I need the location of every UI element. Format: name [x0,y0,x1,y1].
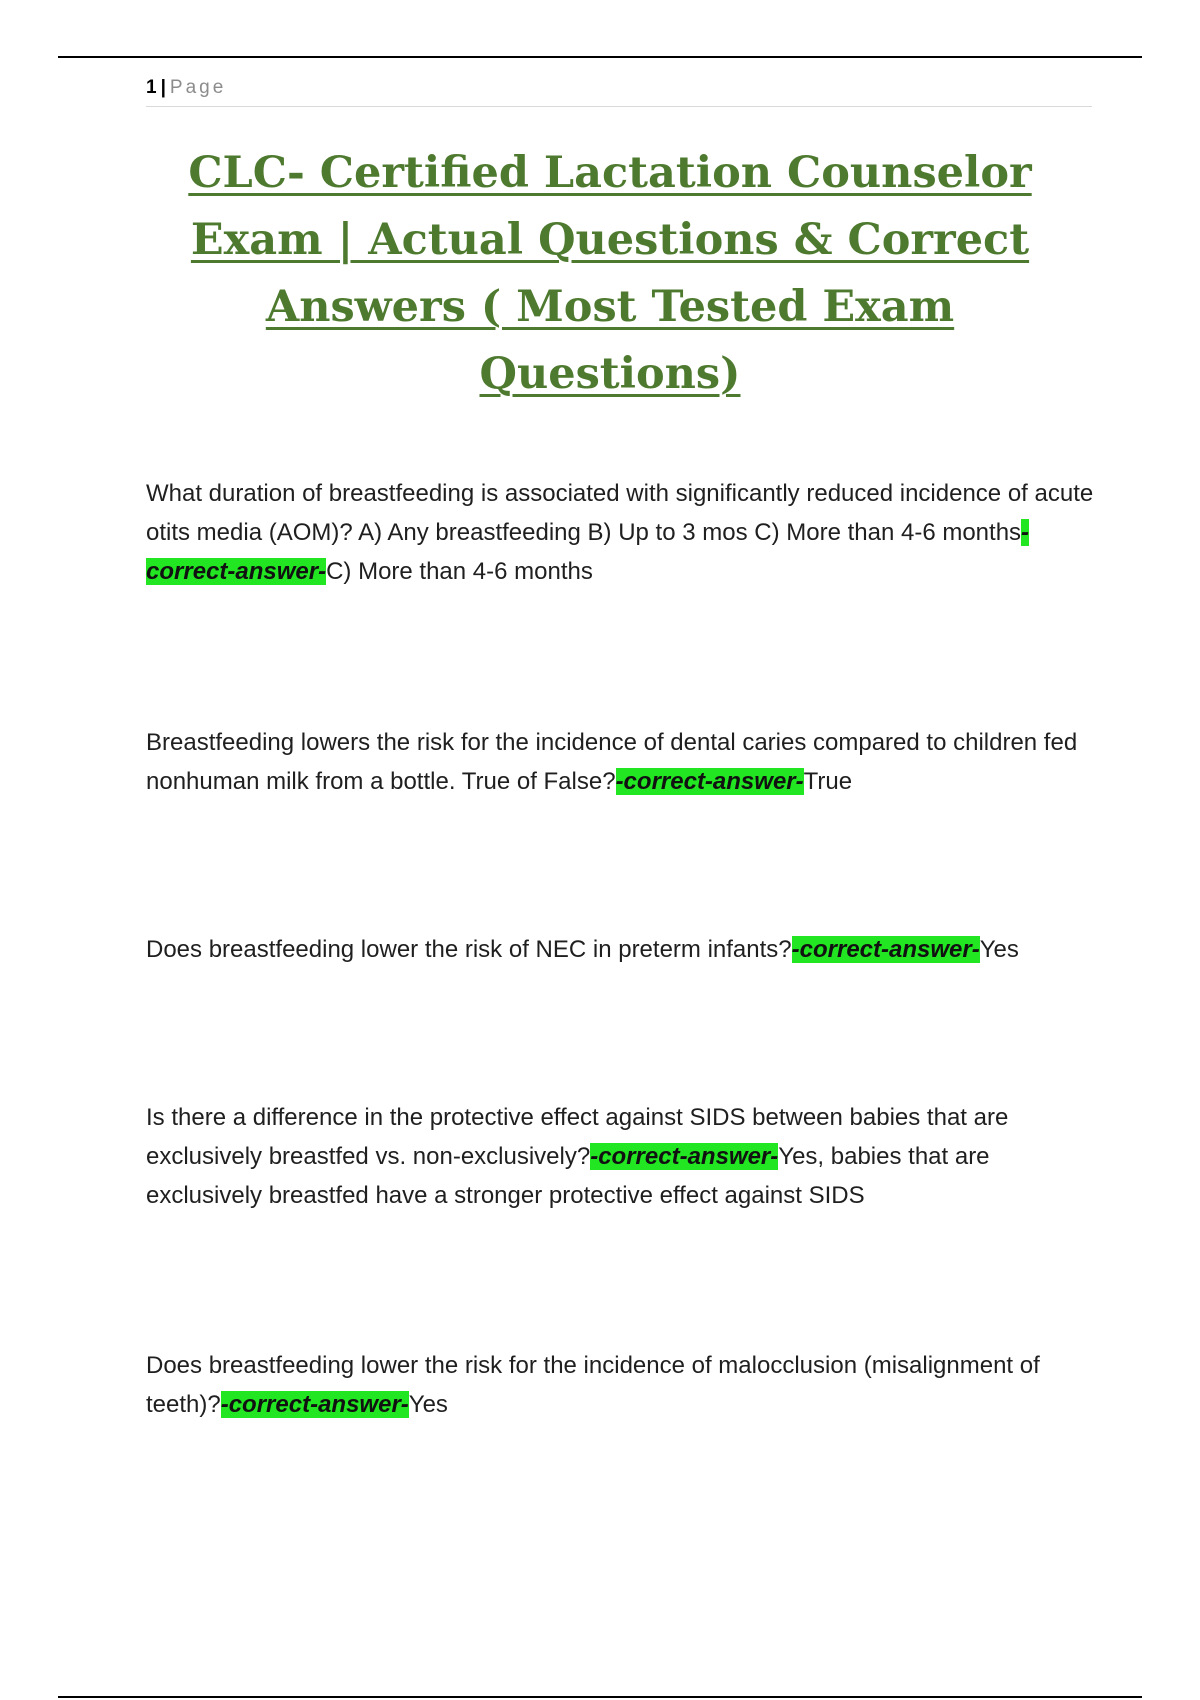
page-number: 1 [146,77,157,98]
qa-item [146,1346,1096,1424]
question-text: Does breastfeeding lower the risk for the incidence of malocclusion (misalignment of teeth)? [146,1352,1040,1418]
correct-answer-tag: -correct-answer- [146,519,1030,585]
answer-text: True [803,768,853,795]
page-label: Page [169,77,227,98]
correct-answer-tag: -correct-answer- [791,936,980,963]
qa-item [146,930,1096,969]
correct-answer-tag: -correct-answer- [590,1143,779,1170]
qa-item [146,1098,1096,1215]
qa-item [146,723,1096,801]
question-text: Breastfeeding lowers the risk for the incidence of dental caries compared to children fed nonhuman milk from a bottle. True of False? [146,729,1078,795]
correct-answer-tag: -correct-answer- [220,1391,409,1418]
question-text: What duration of breastfeeding is associated with significantly reduced incidence of acute otits media (AOM)? A) Any breastfeeding B) Up to 3 mos C) More than 4-6 months [146,480,1094,546]
page-top-rule [58,56,1142,58]
page-bottom-rule [58,1696,1142,1698]
page-header-separator: | [160,77,166,98]
qa-item [146,474,1096,591]
question-text: Does breastfeeding lower the risk of NEC in preterm infants? [146,936,792,963]
answer-text: C) More than 4-6 months [326,558,593,585]
document-title: CLC- Certified Lactation Counselor Exam | Actual Questions & Correct Answers ( Most Tested Exam Questions) [188,148,1032,399]
page-header [146,74,1092,107]
correct-answer-tag: -correct-answer- [615,768,804,795]
answer-text: Yes [408,1391,448,1418]
answer-text: Yes [979,936,1019,963]
question-text: Is there a difference in the protective effect against SIDS between babies that are exclusively breastfed vs. non-exclusively? [146,1104,1009,1170]
answer-text: Yes, babies that are exclusively breastfed have a stronger protective effect against SIDS [146,1143,990,1209]
